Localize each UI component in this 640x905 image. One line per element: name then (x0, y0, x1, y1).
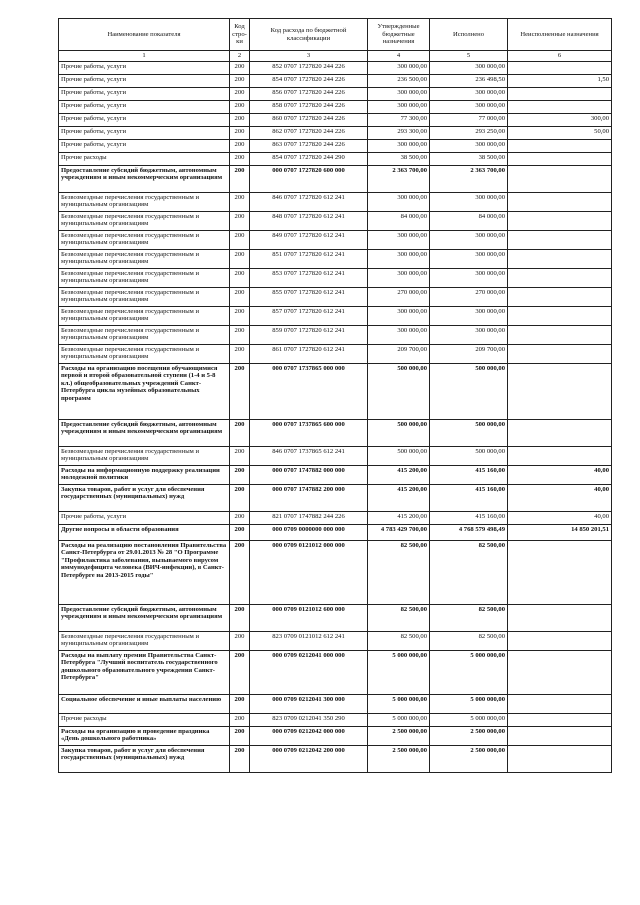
row-remaining-amount (508, 541, 612, 605)
row-line-code: 200 (230, 231, 250, 250)
column-index: 6 (508, 51, 612, 62)
row-remaining-amount (508, 140, 612, 153)
row-remaining-amount: 40,00 (508, 466, 612, 485)
row-classification-code: 861 0707 1727820 612 241 (250, 345, 368, 364)
row-indicator-name: Прочие расходы (59, 153, 230, 166)
table-row (59, 88, 612, 101)
row-approved-amount: 500 000,00 (368, 364, 430, 420)
row-remaining-amount: 14 850 201,51 (508, 525, 612, 541)
row-classification-code: 000 0707 1737865 600 000 (250, 420, 368, 447)
row-classification-code: 000 0707 1727820 600 000 (250, 166, 368, 193)
row-approved-amount: 5 000 000,00 (368, 651, 430, 695)
table-row (59, 364, 612, 420)
row-approved-amount: 300 000,00 (368, 140, 430, 153)
row-classification-code: 855 0707 1727820 612 241 (250, 288, 368, 307)
row-remaining-amount (508, 632, 612, 651)
row-indicator-name: Другие вопросы в области образования (59, 525, 230, 541)
row-approved-amount: 38 500,00 (368, 153, 430, 166)
row-indicator-name: Прочие работы, услуги (59, 75, 230, 88)
row-remaining-amount (508, 714, 612, 727)
row-indicator-name: Безвозмездные перечисления государственным и муниципальным организациям (59, 212, 230, 231)
row-executed-amount: 77 000,00 (430, 114, 508, 127)
row-line-code: 200 (230, 166, 250, 193)
row-indicator-name: Безвозмездные перечисления государственным и муниципальным организациям (59, 288, 230, 307)
row-line-code: 200 (230, 62, 250, 75)
row-line-code: 200 (230, 485, 250, 512)
row-line-code: 200 (230, 632, 250, 651)
row-approved-amount: 300 000,00 (368, 250, 430, 269)
row-approved-amount: 300 000,00 (368, 269, 430, 288)
row-executed-amount: 300 000,00 (430, 88, 508, 101)
row-indicator-name: Расходы на организацию посещения обучающимися первой и второй образовательной ступени (1-4 и 5-8 кл.) общеобразовательных учреждений Санкт-Петербурга цикла музейных образовательных программ (59, 364, 230, 420)
row-indicator-name: Прочие работы, услуги (59, 114, 230, 127)
row-line-code: 200 (230, 714, 250, 727)
row-executed-amount: 270 000,00 (430, 288, 508, 307)
row-classification-code: 849 0707 1727820 612 241 (250, 231, 368, 250)
row-executed-amount: 293 250,00 (430, 127, 508, 140)
row-remaining-amount: 40,00 (508, 512, 612, 525)
row-executed-amount: 500 000,00 (430, 364, 508, 420)
row-executed-amount: 300 000,00 (430, 326, 508, 345)
row-executed-amount: 2 500 000,00 (430, 727, 508, 746)
row-remaining-amount (508, 326, 612, 345)
row-classification-code: 852 0707 1727820 244 226 (250, 62, 368, 75)
row-remaining-amount (508, 345, 612, 364)
row-remaining-amount (508, 695, 612, 714)
row-remaining-amount (508, 166, 612, 193)
row-indicator-name: Прочие работы, услуги (59, 88, 230, 101)
row-indicator-name: Социальное обеспечение и иные выплаты населению (59, 695, 230, 714)
row-classification-code: 000 0709 0121012 600 000 (250, 605, 368, 632)
row-indicator-name: Безвозмездные перечисления государственным и муниципальным организациям (59, 231, 230, 250)
row-approved-amount: 82 500,00 (368, 605, 430, 632)
row-remaining-amount (508, 101, 612, 114)
table-row (59, 525, 612, 541)
row-executed-amount: 300 000,00 (430, 250, 508, 269)
row-classification-code: 823 0709 0121012 612 241 (250, 632, 368, 651)
row-executed-amount: 38 500,00 (430, 153, 508, 166)
column-index: 1 (59, 51, 230, 62)
table-row (59, 326, 612, 345)
row-approved-amount: 209 700,00 (368, 345, 430, 364)
row-approved-amount: 5 000 000,00 (368, 714, 430, 727)
column-index-row (59, 51, 612, 62)
table-row (59, 714, 612, 727)
row-executed-amount: 300 000,00 (430, 101, 508, 114)
row-indicator-name: Прочие работы, услуги (59, 101, 230, 114)
row-indicator-name: Безвозмездные перечисления государственным и муниципальным организациям (59, 250, 230, 269)
table-body (59, 62, 612, 773)
row-executed-amount: 236 498,50 (430, 75, 508, 88)
row-approved-amount: 82 500,00 (368, 541, 430, 605)
row-remaining-amount (508, 212, 612, 231)
row-indicator-name: Расходы на организацию и проведение праздника «День дошкольного работника» (59, 727, 230, 746)
row-remaining-amount: 1,50 (508, 75, 612, 88)
row-line-code: 200 (230, 212, 250, 231)
row-classification-code: 000 0709 0121012 000 000 (250, 541, 368, 605)
row-classification-code: 000 0709 0212042 200 000 (250, 746, 368, 773)
table-row (59, 127, 612, 140)
row-line-code: 200 (230, 127, 250, 140)
row-executed-amount: 415 160,00 (430, 466, 508, 485)
row-classification-code: 846 0707 1727820 612 241 (250, 193, 368, 212)
table-row (59, 345, 612, 364)
budget-execution-table (58, 18, 612, 773)
table-row (59, 746, 612, 773)
row-executed-amount: 300 000,00 (430, 62, 508, 75)
row-indicator-name: Расходы на выплату премии Правительства Санкт-Петербурга "Лучший воспитатель государственного дошкольного образовательного учреждения Санкт-Петербурга" (59, 651, 230, 695)
row-line-code: 200 (230, 345, 250, 364)
row-approved-amount: 2 363 700,00 (368, 166, 430, 193)
row-approved-amount: 415 200,00 (368, 512, 430, 525)
row-executed-amount: 82 500,00 (430, 541, 508, 605)
row-executed-amount: 415 160,00 (430, 485, 508, 512)
row-approved-amount: 500 000,00 (368, 447, 430, 466)
row-executed-amount: 415 160,00 (430, 512, 508, 525)
row-approved-amount: 300 000,00 (368, 62, 430, 75)
row-classification-code: 857 0707 1727820 612 241 (250, 307, 368, 326)
row-line-code: 200 (230, 101, 250, 114)
row-indicator-name: Закупка товаров, работ и услуг для обеспечения государственных (муниципальных) нужд (59, 746, 230, 773)
row-approved-amount: 300 000,00 (368, 326, 430, 345)
row-executed-amount: 2 363 700,00 (430, 166, 508, 193)
row-approved-amount: 415 200,00 (368, 485, 430, 512)
row-remaining-amount (508, 231, 612, 250)
row-remaining-amount (508, 605, 612, 632)
row-remaining-amount (508, 307, 612, 326)
table-header-row (59, 19, 612, 51)
header-remaining: Неисполненные назначения (508, 19, 612, 51)
table-row (59, 166, 612, 193)
row-line-code: 200 (230, 140, 250, 153)
row-line-code: 200 (230, 153, 250, 166)
row-remaining-amount: 50,00 (508, 127, 612, 140)
row-classification-code: 823 0709 0212041 350 290 (250, 714, 368, 727)
row-classification-code: 000 0709 0000000 000 000 (250, 525, 368, 541)
row-remaining-amount (508, 651, 612, 695)
row-line-code: 200 (230, 75, 250, 88)
row-classification-code: 000 0709 0212041 000 000 (250, 651, 368, 695)
row-approved-amount: 4 783 429 700,00 (368, 525, 430, 541)
row-executed-amount: 300 000,00 (430, 193, 508, 212)
row-line-code: 200 (230, 288, 250, 307)
row-classification-code: 863 0707 1727820 244 226 (250, 140, 368, 153)
table-row (59, 307, 612, 326)
table-row (59, 75, 612, 88)
row-approved-amount: 300 000,00 (368, 88, 430, 101)
header-approved: Утвержденные бюджетные назначения (368, 19, 430, 51)
row-approved-amount: 293 300,00 (368, 127, 430, 140)
table-row (59, 153, 612, 166)
header-line-code: Код стро-ки (230, 19, 250, 51)
row-approved-amount: 77 300,00 (368, 114, 430, 127)
row-remaining-amount (508, 250, 612, 269)
row-classification-code: 860 0707 1727820 244 226 (250, 114, 368, 127)
header-classification-code: Код расхода по бюджетной классификации (250, 19, 368, 51)
row-remaining-amount (508, 269, 612, 288)
table-row (59, 485, 612, 512)
row-executed-amount: 4 768 579 498,49 (430, 525, 508, 541)
row-remaining-amount: 40,00 (508, 485, 612, 512)
row-classification-code: 859 0707 1727820 612 241 (250, 326, 368, 345)
row-line-code: 200 (230, 525, 250, 541)
row-indicator-name: Безвозмездные перечисления государственным и муниципальным организациям (59, 345, 230, 364)
table-row (59, 114, 612, 127)
table-row (59, 288, 612, 307)
row-classification-code: 821 0707 1747882 244 226 (250, 512, 368, 525)
column-index: 4 (368, 51, 430, 62)
row-remaining-amount: 300,00 (508, 114, 612, 127)
row-remaining-amount (508, 193, 612, 212)
row-classification-code: 854 0707 1727820 244 226 (250, 75, 368, 88)
row-line-code: 200 (230, 307, 250, 326)
row-line-code: 200 (230, 114, 250, 127)
table-row (59, 651, 612, 695)
table-row (59, 62, 612, 75)
row-approved-amount: 2 500 000,00 (368, 746, 430, 773)
row-classification-code: 853 0707 1727820 612 241 (250, 269, 368, 288)
row-line-code: 200 (230, 364, 250, 420)
row-line-code: 200 (230, 651, 250, 695)
row-remaining-amount (508, 288, 612, 307)
row-line-code: 200 (230, 250, 250, 269)
table-row (59, 101, 612, 114)
row-approved-amount: 300 000,00 (368, 307, 430, 326)
table-row (59, 231, 612, 250)
row-line-code: 200 (230, 605, 250, 632)
row-line-code: 200 (230, 88, 250, 101)
row-approved-amount: 300 000,00 (368, 101, 430, 114)
row-line-code: 200 (230, 420, 250, 447)
row-remaining-amount (508, 88, 612, 101)
row-approved-amount: 300 000,00 (368, 231, 430, 250)
row-executed-amount: 209 700,00 (430, 345, 508, 364)
row-classification-code: 856 0707 1727820 244 226 (250, 88, 368, 101)
row-line-code: 200 (230, 746, 250, 773)
row-executed-amount: 500 000,00 (430, 420, 508, 447)
row-indicator-name: Прочие работы, услуги (59, 140, 230, 153)
row-indicator-name: Закупка товаров, работ и услуг для обеспечения государственных (муниципальных) нужд (59, 485, 230, 512)
column-index: 3 (250, 51, 368, 62)
row-approved-amount: 84 000,00 (368, 212, 430, 231)
row-approved-amount: 300 000,00 (368, 193, 430, 212)
row-approved-amount: 2 500 000,00 (368, 727, 430, 746)
row-classification-code: 000 0707 1737865 000 000 (250, 364, 368, 420)
row-classification-code: 846 0707 1737865 612 241 (250, 447, 368, 466)
table-row (59, 632, 612, 651)
row-executed-amount: 5 000 000,00 (430, 651, 508, 695)
table-row (59, 140, 612, 153)
row-approved-amount: 236 500,00 (368, 75, 430, 88)
row-indicator-name: Безвозмездные перечисления государственным и муниципальным организациям (59, 307, 230, 326)
row-indicator-name: Безвозмездные перечисления государственным и муниципальным организациям (59, 326, 230, 345)
row-executed-amount: 300 000,00 (430, 307, 508, 326)
row-approved-amount: 270 000,00 (368, 288, 430, 307)
row-executed-amount: 300 000,00 (430, 140, 508, 153)
row-executed-amount: 84 000,00 (430, 212, 508, 231)
row-remaining-amount (508, 364, 612, 420)
row-executed-amount: 500 000,00 (430, 447, 508, 466)
row-approved-amount: 415 200,00 (368, 466, 430, 485)
row-remaining-amount (508, 420, 612, 447)
row-line-code: 200 (230, 326, 250, 345)
row-classification-code: 000 0709 0212041 300 000 (250, 695, 368, 714)
row-classification-code: 848 0707 1727820 612 241 (250, 212, 368, 231)
row-approved-amount: 82 500,00 (368, 632, 430, 651)
row-classification-code: 000 0707 1747882 200 000 (250, 485, 368, 512)
row-classification-code: 854 0707 1727820 244 290 (250, 153, 368, 166)
row-executed-amount: 5 000 000,00 (430, 695, 508, 714)
row-indicator-name: Предоставление субсидий бюджетным, автономным учреждениям и иным некоммерческим организациям (59, 420, 230, 447)
row-line-code: 200 (230, 541, 250, 605)
row-line-code: 200 (230, 466, 250, 485)
row-indicator-name: Прочие работы, услуги (59, 127, 230, 140)
table-row (59, 447, 612, 466)
row-indicator-name: Безвозмездные перечисления государственным и муниципальным организациям (59, 447, 230, 466)
row-approved-amount: 5 000 000,00 (368, 695, 430, 714)
table-row (59, 212, 612, 231)
row-indicator-name: Предоставление субсидий бюджетным, автономным учреждениям и иным некоммерческим организациям (59, 166, 230, 193)
row-indicator-name: Безвозмездные перечисления государственным и муниципальным организациям (59, 632, 230, 651)
row-classification-code: 862 0707 1727820 244 226 (250, 127, 368, 140)
row-remaining-amount (508, 62, 612, 75)
row-remaining-amount (508, 153, 612, 166)
table-row (59, 466, 612, 485)
row-approved-amount: 500 000,00 (368, 420, 430, 447)
row-classification-code: 000 0709 0212042 000 000 (250, 727, 368, 746)
row-executed-amount: 82 500,00 (430, 605, 508, 632)
row-remaining-amount (508, 746, 612, 773)
row-line-code: 200 (230, 727, 250, 746)
row-line-code: 200 (230, 269, 250, 288)
row-line-code: 200 (230, 447, 250, 466)
column-index: 5 (430, 51, 508, 62)
table-row (59, 541, 612, 605)
row-line-code: 200 (230, 695, 250, 714)
row-indicator-name: Безвозмездные перечисления государственным и муниципальным организациям (59, 193, 230, 212)
row-indicator-name: Расходы на реализацию постановления Правительства Санкт-Петербурга от 29.01.2013 № 28 "О Программе "Профилактика заболевания, вызываемого вирусом иммунодефицита человека (ВИЧ-инфекции), в Санкт-Петербурге на 2013-2015 годы" (59, 541, 230, 605)
row-remaining-amount (508, 447, 612, 466)
table-row (59, 512, 612, 525)
row-remaining-amount (508, 727, 612, 746)
row-executed-amount: 82 500,00 (430, 632, 508, 651)
table-row (59, 605, 612, 632)
row-classification-code: 000 0707 1747882 000 000 (250, 466, 368, 485)
row-executed-amount: 5 000 000,00 (430, 714, 508, 727)
row-executed-amount: 2 500 000,00 (430, 746, 508, 773)
row-indicator-name: Расходы на информационную поддержку реализации молодежной политики (59, 466, 230, 485)
row-classification-code: 858 0707 1727820 244 226 (250, 101, 368, 114)
row-executed-amount: 300 000,00 (430, 231, 508, 250)
row-line-code: 200 (230, 193, 250, 212)
row-indicator-name: Прочие работы, услуги (59, 512, 230, 525)
row-indicator-name: Прочие расходы (59, 714, 230, 727)
row-indicator-name: Предоставление субсидий бюджетным, автономным учреждениям и иным некоммерческим организациям (59, 605, 230, 632)
row-indicator-name: Прочие работы, услуги (59, 62, 230, 75)
header-indicator-name: Наименование показателя (59, 19, 230, 51)
header-executed: Исполнено (430, 19, 508, 51)
table-row (59, 420, 612, 447)
row-indicator-name: Безвозмездные перечисления государственным и муниципальным организациям (59, 269, 230, 288)
table-row (59, 269, 612, 288)
table-row (59, 695, 612, 714)
row-line-code: 200 (230, 512, 250, 525)
row-classification-code: 851 0707 1727820 612 241 (250, 250, 368, 269)
table-row (59, 727, 612, 746)
column-index: 2 (230, 51, 250, 62)
table-row (59, 250, 612, 269)
table-row (59, 193, 612, 212)
row-executed-amount: 300 000,00 (430, 269, 508, 288)
